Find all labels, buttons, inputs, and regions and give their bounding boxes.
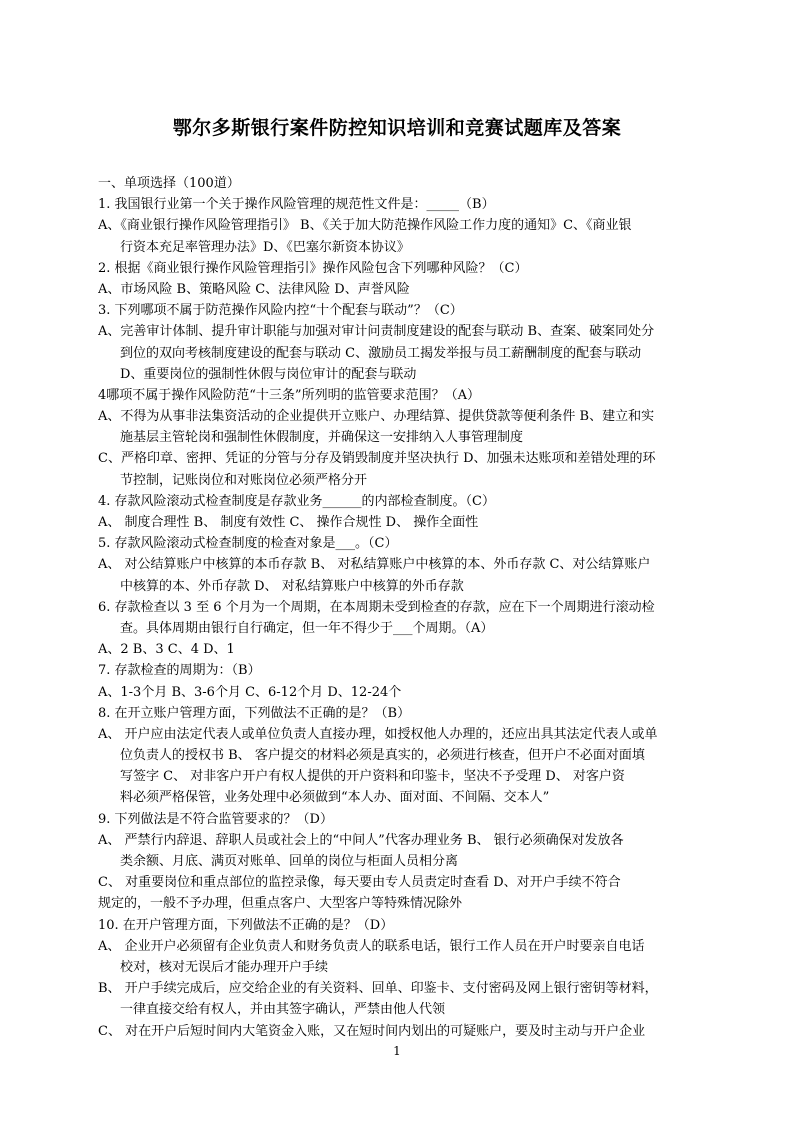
text-line: C、 对重要岗位和重点部位的监控录像，每天要由专人员责定时查看 D、对开户手续不符合 — [98, 875, 621, 891]
text-line: A、 企业开户必须留有企业负责人和财务负责人的联系电话，银行工作人员在开户时要亲自电话 — [98, 938, 645, 954]
text-line: A、1-3个月 B、3-6个月 C、6-12个月 D、12-24个 — [98, 684, 402, 700]
text-line: C、严格印章、密押、凭证的分管与分存及销毁制度并坚决执行 D、加强未达账项和差错处理的环 — [98, 451, 656, 467]
document-body — [98, 173, 698, 1042]
text-line: 7. 存款检查的周期为：（B） — [98, 663, 261, 679]
text-line: 一律直接交给有权人，并由其签字确认，严禁由他人代领 — [120, 1002, 446, 1018]
text-line: 8. 在开立账户管理方面，下列做法不正确的是？（B） — [98, 705, 411, 721]
document-title: 鄂尔多斯银行案件防控知识培训和竞赛试题库及答案 — [172, 117, 622, 139]
text-line: 1. 我国银行业第一个关于操作风险管理的规范性文件是：_____（B） — [98, 197, 495, 213]
text-line: 位负责人的授权书 B、 客户提交的材料必须是真实的，必须进行核查，但开户不必面对面填 — [120, 748, 645, 764]
text-line: A、完善审计体制、提升审计职能与加强对审计问责制度建设的配套与联动 B、查案、破案同处分 — [98, 324, 655, 340]
text-line: A、不得为从事非法集资活动的企业提供开立账户、办理结算、提供贷款等便利条件 B、建立和实 — [98, 409, 655, 425]
text-line: 9. 下列做法是不符合监管要求的？（D） — [98, 811, 333, 827]
text-line: A、 对公结算账户中核算的本币存款 B、 对私结算账户中核算的本、外币存款 C、对公结算账户 — [98, 557, 651, 573]
text-line: 查。具体周期由银行自行确定，但一年不得少于___个周期。（A） — [120, 620, 494, 636]
text-line: 6. 存款检查以 3 至 6 个月为一个周期，在本周期未受到检查的存款，应在下一个周期进行滚动检 — [98, 599, 655, 615]
text-line: 4. 存款风险滚动式检查制度是存款业务______的内部检查制度。（C） — [98, 493, 495, 509]
text-line: 到位的双向考核制度建设的配套与联动 C、激励员工揭发举报与员工薪酬制度的配套与联动 — [120, 345, 642, 361]
text-line: 行资本充足率管理办法》D、《巴塞尔新资本协议》 — [120, 239, 410, 255]
text-line: A、《商业银行操作风险管理指引》 B、《关于加大防范操作风险工作力度的通知》C、《商业银 — [98, 218, 632, 234]
text-line: 规定的，一般不予办理，但重点客户、大型客户等特殊情况除外 — [98, 896, 463, 912]
text-line: 一、单项选择（100道） — [98, 176, 240, 191]
text-line: 写签字 C、 对非客户开户有权人提供的开户资料和印鉴卡，坚决不予受理 D、 对客户资 — [120, 769, 625, 785]
text-line: D、重要岗位的强制性休假与岗位审计的配套与联动 — [120, 366, 417, 382]
text-line: 3. 下列哪项不属于防范操作风险内控“十个配套与联动”？（C） — [98, 303, 463, 319]
text-line: 中核算的本、外币存款 D、 对私结算账户中核算的外币存款 — [120, 578, 464, 594]
text-line: A、 严禁行内辞退、辞职人员或社会上的“中间人”代客办理业务 B、 银行必须确保对发放各 — [98, 832, 624, 848]
text-line: 料必须严格保管，业务处理中必须做到“本人办、面对面、不间隔、交本人” — [120, 790, 550, 806]
text-line: 施基层主管轮岗和强制性休假制度，并确保这一安排纳入人事管理制度 — [120, 430, 524, 446]
text-line: A、2 B、3 C、4 D、1 — [98, 642, 235, 658]
text-line: A、 制度合理性 B、 制度有效性 C、 操作合规性 D、 操作全面性 — [98, 515, 479, 530]
text-line: 2. 根据《商业银行操作风险管理指引》操作风险包含下列哪种风险？（C） — [98, 260, 528, 276]
text-line: 4哪项不属于操作风险防范“十三条”所列明的监管要求范围？（A） — [98, 387, 480, 403]
text-line: 5. 存款风险滚动式检查制度的检查对象是___。（C） — [98, 536, 398, 552]
text-line: 校对，核对无误后才能办理开户手续 — [120, 959, 329, 975]
page-number: 1 — [393, 1044, 401, 1058]
text-line: 类余额、月底、满页对账单、回单的岗位与柜面人员相分离 — [120, 854, 459, 869]
text-line: A、市场风险 B、策略风险 C、法律风险 D、声誉风险 — [98, 281, 410, 297]
text-line: C、 对在开户后短时间内大笔资金入账，又在短时间内划出的可疑账户，要及时主动与开户企业 — [98, 1023, 646, 1039]
text-line: B、 开户手续完成后，应交给企业的有关资料、回单、印鉴卡、支付密码及网上银行密钥等材料， — [98, 981, 658, 997]
text-line: 10. 在开户管理方面，下列做法不正确的是？（D） — [98, 917, 394, 933]
text-line: A、 开户应由法定代表人或单位负责人直接办理，如授权他人办理的，还应出具其法定代表人或单 — [98, 726, 658, 742]
text-line: 节控制，记账岗位和对账岗位必须严格分开 — [120, 472, 368, 488]
